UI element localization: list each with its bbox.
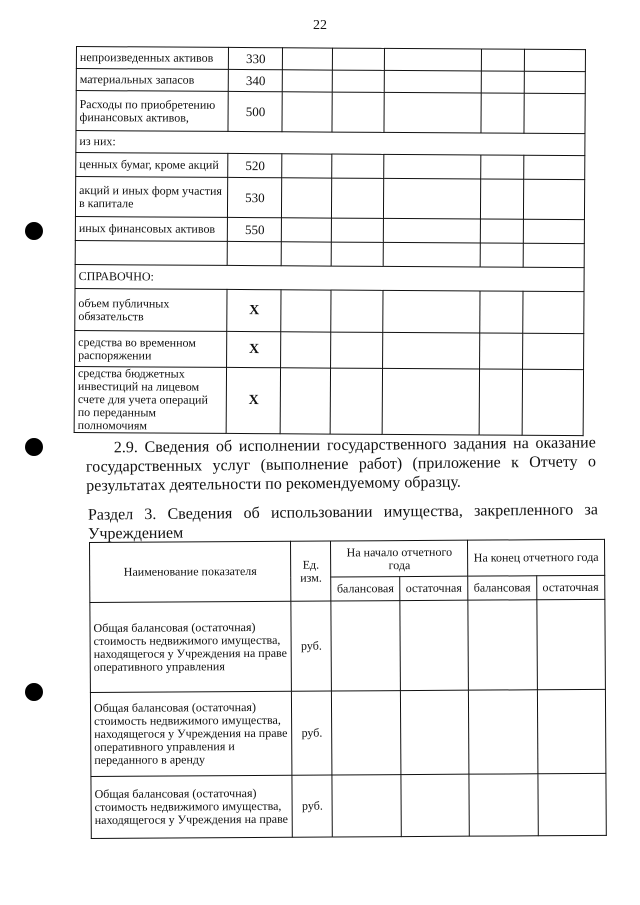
empty-cell bbox=[384, 178, 482, 219]
header-unit: Ед. изм. bbox=[291, 541, 332, 601]
empty-cell bbox=[480, 291, 523, 333]
empty-cell bbox=[331, 332, 383, 368]
empty-cell bbox=[481, 93, 524, 133]
page-number: 22 bbox=[313, 18, 327, 33]
indicator-name: Общая балансовая (остаточная) стоимость недвижимого имущества, находящегося у Учреждения на праве bbox=[91, 775, 293, 838]
empty-cell bbox=[536, 599, 605, 689]
table-row bbox=[75, 288, 584, 333]
empty-cell bbox=[332, 154, 384, 178]
row-label: иных финансовых активов bbox=[75, 216, 227, 241]
row-label: СПРАВОЧНО: bbox=[75, 264, 584, 291]
header-end: На конец отчетного года bbox=[468, 539, 605, 576]
row-label: средства бюджетных инвестиций на лицевом счете для учета операций по переданным полномочиям bbox=[74, 366, 227, 433]
empty-cell bbox=[282, 154, 332, 178]
financial-table bbox=[74, 46, 586, 436]
empty-cell bbox=[332, 775, 401, 837]
empty-cell bbox=[524, 243, 585, 267]
table-row bbox=[90, 599, 606, 692]
empty-cell bbox=[469, 774, 538, 836]
header-balance: балансовая bbox=[331, 577, 400, 601]
empty-cell bbox=[400, 600, 469, 690]
empty-cell bbox=[382, 368, 480, 435]
indicator-unit: руб. bbox=[291, 601, 332, 691]
table-row bbox=[75, 216, 584, 243]
empty-cell bbox=[482, 49, 525, 71]
empty-cell bbox=[469, 690, 538, 774]
empty-cell bbox=[333, 48, 385, 70]
empty-cell bbox=[384, 48, 481, 71]
row-label: из них: bbox=[76, 131, 585, 156]
empty-cell bbox=[524, 155, 585, 179]
indicator-name: Общая балансовая (остаточная) стоимость недвижимого имущества, находящегося у Учреждения на праве оперативного управления и переданного в аренду bbox=[90, 691, 292, 776]
row-code: 340 bbox=[229, 69, 283, 91]
empty-cell bbox=[282, 242, 332, 266]
header-residual: остаточная bbox=[536, 575, 605, 599]
row-label: непроизведенных активов bbox=[76, 47, 228, 70]
empty-cell bbox=[523, 291, 584, 333]
table-row bbox=[76, 47, 585, 72]
empty-cell bbox=[383, 290, 481, 333]
row-label: средства во временном распоряжении bbox=[75, 330, 228, 367]
empty-cell bbox=[525, 71, 586, 93]
empty-cell bbox=[482, 71, 525, 93]
empty-cell bbox=[282, 218, 332, 242]
punch-hole bbox=[25, 222, 43, 240]
header-start: На начало отчетного года bbox=[331, 540, 468, 577]
empty-cell bbox=[283, 48, 333, 70]
punch-hole bbox=[25, 438, 43, 456]
empty-cell bbox=[332, 178, 384, 218]
empty-cell bbox=[523, 333, 584, 369]
empty-cell bbox=[524, 219, 585, 243]
indicator-unit: руб. bbox=[292, 691, 333, 775]
row-label: Расходы по приобретению финансовых активов, bbox=[76, 91, 229, 132]
table-row bbox=[76, 131, 585, 156]
row-code: 530 bbox=[228, 177, 282, 217]
header-residual: остаточная bbox=[400, 576, 469, 600]
empty-cell bbox=[524, 93, 585, 133]
table-row bbox=[75, 330, 584, 369]
table-row bbox=[75, 264, 584, 291]
empty-cell bbox=[383, 332, 481, 369]
punch-hole bbox=[25, 683, 43, 701]
table-row bbox=[75, 240, 584, 267]
table-row bbox=[91, 773, 606, 838]
indicator-name: Общая балансовая (остаточная) стоимость недвижимого имущества, находящегося у Учреждения на праве оперативного управления bbox=[90, 601, 292, 692]
empty-cell bbox=[332, 242, 384, 266]
empty-cell bbox=[384, 92, 482, 133]
paragraph-2-9: 2.9. Сведения об исполнении государственного задания на оказание государственных услуг (выполнение работ) (приложение к Отчету о результатах деятельности по рекомендуемому образцу. bbox=[85, 434, 597, 495]
empty-cell bbox=[282, 178, 332, 218]
empty-cell bbox=[400, 690, 469, 774]
empty-cell bbox=[331, 290, 383, 332]
table-row bbox=[76, 69, 585, 94]
empty-cell bbox=[331, 368, 383, 434]
table-row bbox=[76, 153, 585, 180]
empty-cell bbox=[332, 92, 384, 132]
empty-cell bbox=[401, 774, 470, 836]
empty-cell bbox=[480, 333, 523, 369]
row-code: X bbox=[227, 331, 281, 367]
empty-cell bbox=[281, 368, 331, 434]
empty-cell bbox=[525, 49, 586, 71]
empty-cell bbox=[283, 70, 333, 92]
row-label: ценных бумаг, кроме акций bbox=[76, 153, 228, 178]
empty-cell bbox=[331, 601, 400, 691]
empty-cell bbox=[383, 218, 480, 243]
empty-cell bbox=[384, 70, 481, 93]
row-label: акций и иных форм участия в капитале bbox=[75, 177, 228, 218]
row-code: 520 bbox=[228, 153, 282, 177]
empty-cell bbox=[481, 155, 524, 179]
indicator-unit: руб. bbox=[292, 775, 333, 837]
empty-cell bbox=[332, 691, 401, 775]
empty-cell bbox=[332, 218, 384, 242]
empty-cell bbox=[281, 290, 331, 332]
empty-cell bbox=[468, 600, 537, 690]
header-name: Наименование показателя bbox=[90, 541, 292, 602]
empty-cell bbox=[281, 332, 331, 368]
empty-cell bbox=[481, 219, 524, 243]
row-code: 330 bbox=[229, 47, 283, 69]
empty-cell bbox=[523, 369, 584, 435]
table-row bbox=[74, 366, 583, 435]
empty-cell bbox=[282, 92, 332, 132]
empty-cell bbox=[481, 179, 524, 219]
row-label: материальных запасов bbox=[76, 69, 228, 92]
empty-cell bbox=[333, 70, 385, 92]
table-row bbox=[75, 177, 584, 220]
empty-cell bbox=[383, 242, 480, 267]
row-code: X bbox=[226, 367, 281, 433]
row-label: объем публичных обязательств bbox=[75, 288, 228, 331]
row-code: 550 bbox=[228, 217, 282, 241]
table-row bbox=[76, 91, 585, 134]
header-balance: балансовая bbox=[468, 576, 537, 600]
table-row bbox=[90, 689, 606, 776]
row-code: 500 bbox=[228, 91, 282, 131]
empty-cell bbox=[384, 154, 481, 179]
empty-cell bbox=[537, 689, 606, 773]
empty-cell bbox=[481, 243, 524, 267]
row-code bbox=[227, 241, 281, 265]
empty-cell bbox=[538, 773, 607, 835]
empty-cell bbox=[524, 179, 585, 219]
row-code: X bbox=[227, 289, 281, 331]
property-table bbox=[89, 539, 607, 839]
row-label bbox=[75, 240, 227, 265]
section-3-title: Раздел 3. Сведения об использовании имущества, закрепленного за Учреждением bbox=[87, 501, 598, 543]
empty-cell bbox=[480, 369, 523, 435]
